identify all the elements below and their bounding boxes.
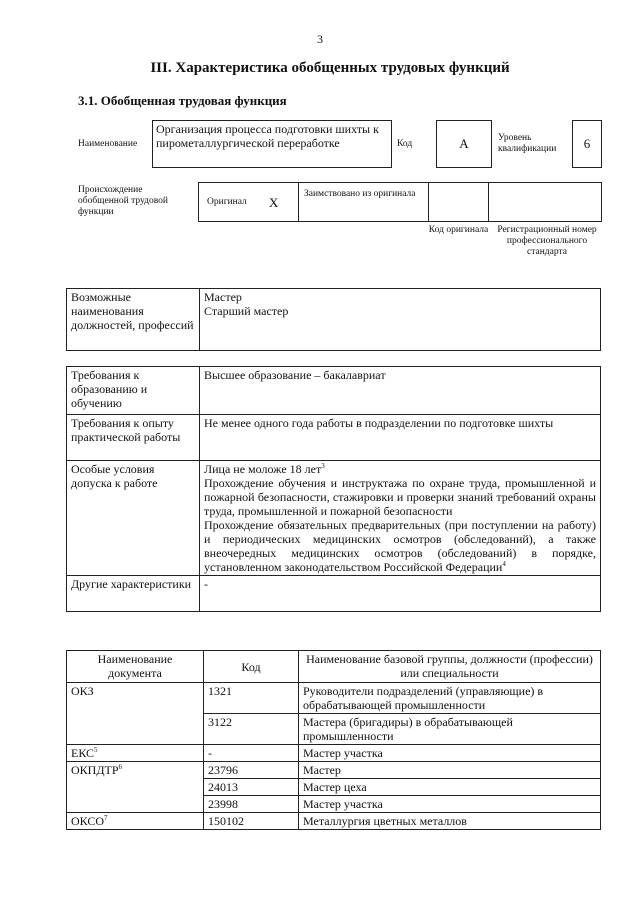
header-name: Наименование базовой группы, должности (профессии) или специальности xyxy=(299,651,601,683)
position-item: Мастер xyxy=(204,290,242,304)
education-value: Высшее образование – бакалавриат xyxy=(200,367,601,415)
page-number: 3 xyxy=(317,32,323,46)
reg-number-cell xyxy=(488,182,602,222)
name-cell: Мастер участка xyxy=(299,796,601,813)
origin-label: Происхождение обобщенной трудовой функции xyxy=(78,185,168,217)
condition-age: Лица не моложе 18 лет xyxy=(204,462,322,476)
name-cell: Мастера (бригадиры) в обрабатывающей промышленности xyxy=(299,714,601,745)
document-cell xyxy=(67,762,204,813)
document-cell xyxy=(67,683,204,745)
name-cell: Руководители подразделений (управляющие) в обрабатывающей промышленности xyxy=(299,683,601,714)
positions-table xyxy=(66,288,601,351)
name-cell: Металлургия цветных металлов xyxy=(299,813,601,830)
condition-medical: Прохождение обязательных предварительных (при поступлении на работу) и периодических медицинских осмотров (обследований), а также внеочередных медицинских осмотров (обследований) в порядке, установленном законодательством Российской Федерации xyxy=(204,518,596,574)
reg-number-caption: Регистрационный номер профессионального стандарта xyxy=(497,225,597,257)
level-value: 6 xyxy=(572,120,602,168)
name-cell: Мастер xyxy=(299,762,601,779)
origin-code-caption: Код оригинала xyxy=(428,225,489,235)
code-cell: 150102 xyxy=(204,813,299,830)
footnote-ref: 3 xyxy=(321,462,325,470)
code-cell: 23998 xyxy=(204,796,299,813)
header-code: Код xyxy=(204,651,299,683)
conditions-value xyxy=(200,461,601,576)
classifiers-table xyxy=(66,650,601,830)
borrowed-cell: Заимствовано из оригинала xyxy=(298,182,429,222)
original-label: Оригинал xyxy=(207,197,247,207)
footnote-ref: 4 xyxy=(502,560,506,568)
code-cell: - xyxy=(204,745,299,762)
position-item: Старший мастер xyxy=(204,304,289,318)
name-label: Наименование xyxy=(78,139,138,149)
positions-label: Возможные наименования должностей, профессий xyxy=(67,289,200,351)
document-cell xyxy=(67,813,204,830)
header-document: Наименование документа xyxy=(67,651,204,683)
name-cell: Мастер цеха xyxy=(299,779,601,796)
subsection-title: 3.1. Обобщенная трудовая функция xyxy=(78,93,287,108)
experience-label: Требования к опыту практической работы xyxy=(67,415,200,461)
name-cell: Мастер участка xyxy=(299,745,601,762)
code-label: Код xyxy=(397,139,413,149)
table-row xyxy=(67,745,601,762)
level-label: Уровень квалификации xyxy=(498,133,557,154)
footnote-ref: 7 xyxy=(104,814,108,822)
experience-value: Не менее одного года работы в подразделении по подготовке шихты xyxy=(200,415,601,461)
education-label: Требования к образованию и обучению xyxy=(67,367,200,415)
footnote-ref: 5 xyxy=(94,746,98,754)
other-value: - xyxy=(200,576,601,612)
requirements-table xyxy=(66,366,601,612)
code-cell: 1321 xyxy=(204,683,299,714)
document-name: ОКСО xyxy=(71,814,105,828)
table-row xyxy=(67,762,601,779)
code-cell: 23796 xyxy=(204,762,299,779)
document-name: ЕКС xyxy=(71,746,95,760)
table-row xyxy=(67,813,601,830)
code-cell: 24013 xyxy=(204,779,299,796)
name-value: Организация процесса подготовки шихты к пирометаллургической переработке xyxy=(152,120,392,168)
positions-values xyxy=(200,289,601,351)
original-mark: X xyxy=(269,195,279,210)
table-row xyxy=(67,683,601,714)
document-cell xyxy=(67,745,204,762)
condition-training: Прохождение обучения и инструктажа по охране труда, промышленной и пожарной безопасности, стажировки и проверки знаний требований охраны труда, промышленной и пожарной безопасности xyxy=(204,476,596,518)
document-name: ОКЗ xyxy=(71,684,94,698)
original-cell xyxy=(198,182,299,222)
origin-code-cell xyxy=(428,182,489,222)
other-label: Другие характеристики xyxy=(67,576,200,612)
footnote-ref: 6 xyxy=(118,763,123,771)
document-name: ОКПДТР xyxy=(71,763,119,777)
conditions-label: Особые условия допуска к работе xyxy=(67,461,200,576)
section-title: III. Характеристика обобщенных трудовых функций xyxy=(150,60,510,76)
code-value: А xyxy=(436,120,492,168)
code-cell: 3122 xyxy=(204,714,299,745)
